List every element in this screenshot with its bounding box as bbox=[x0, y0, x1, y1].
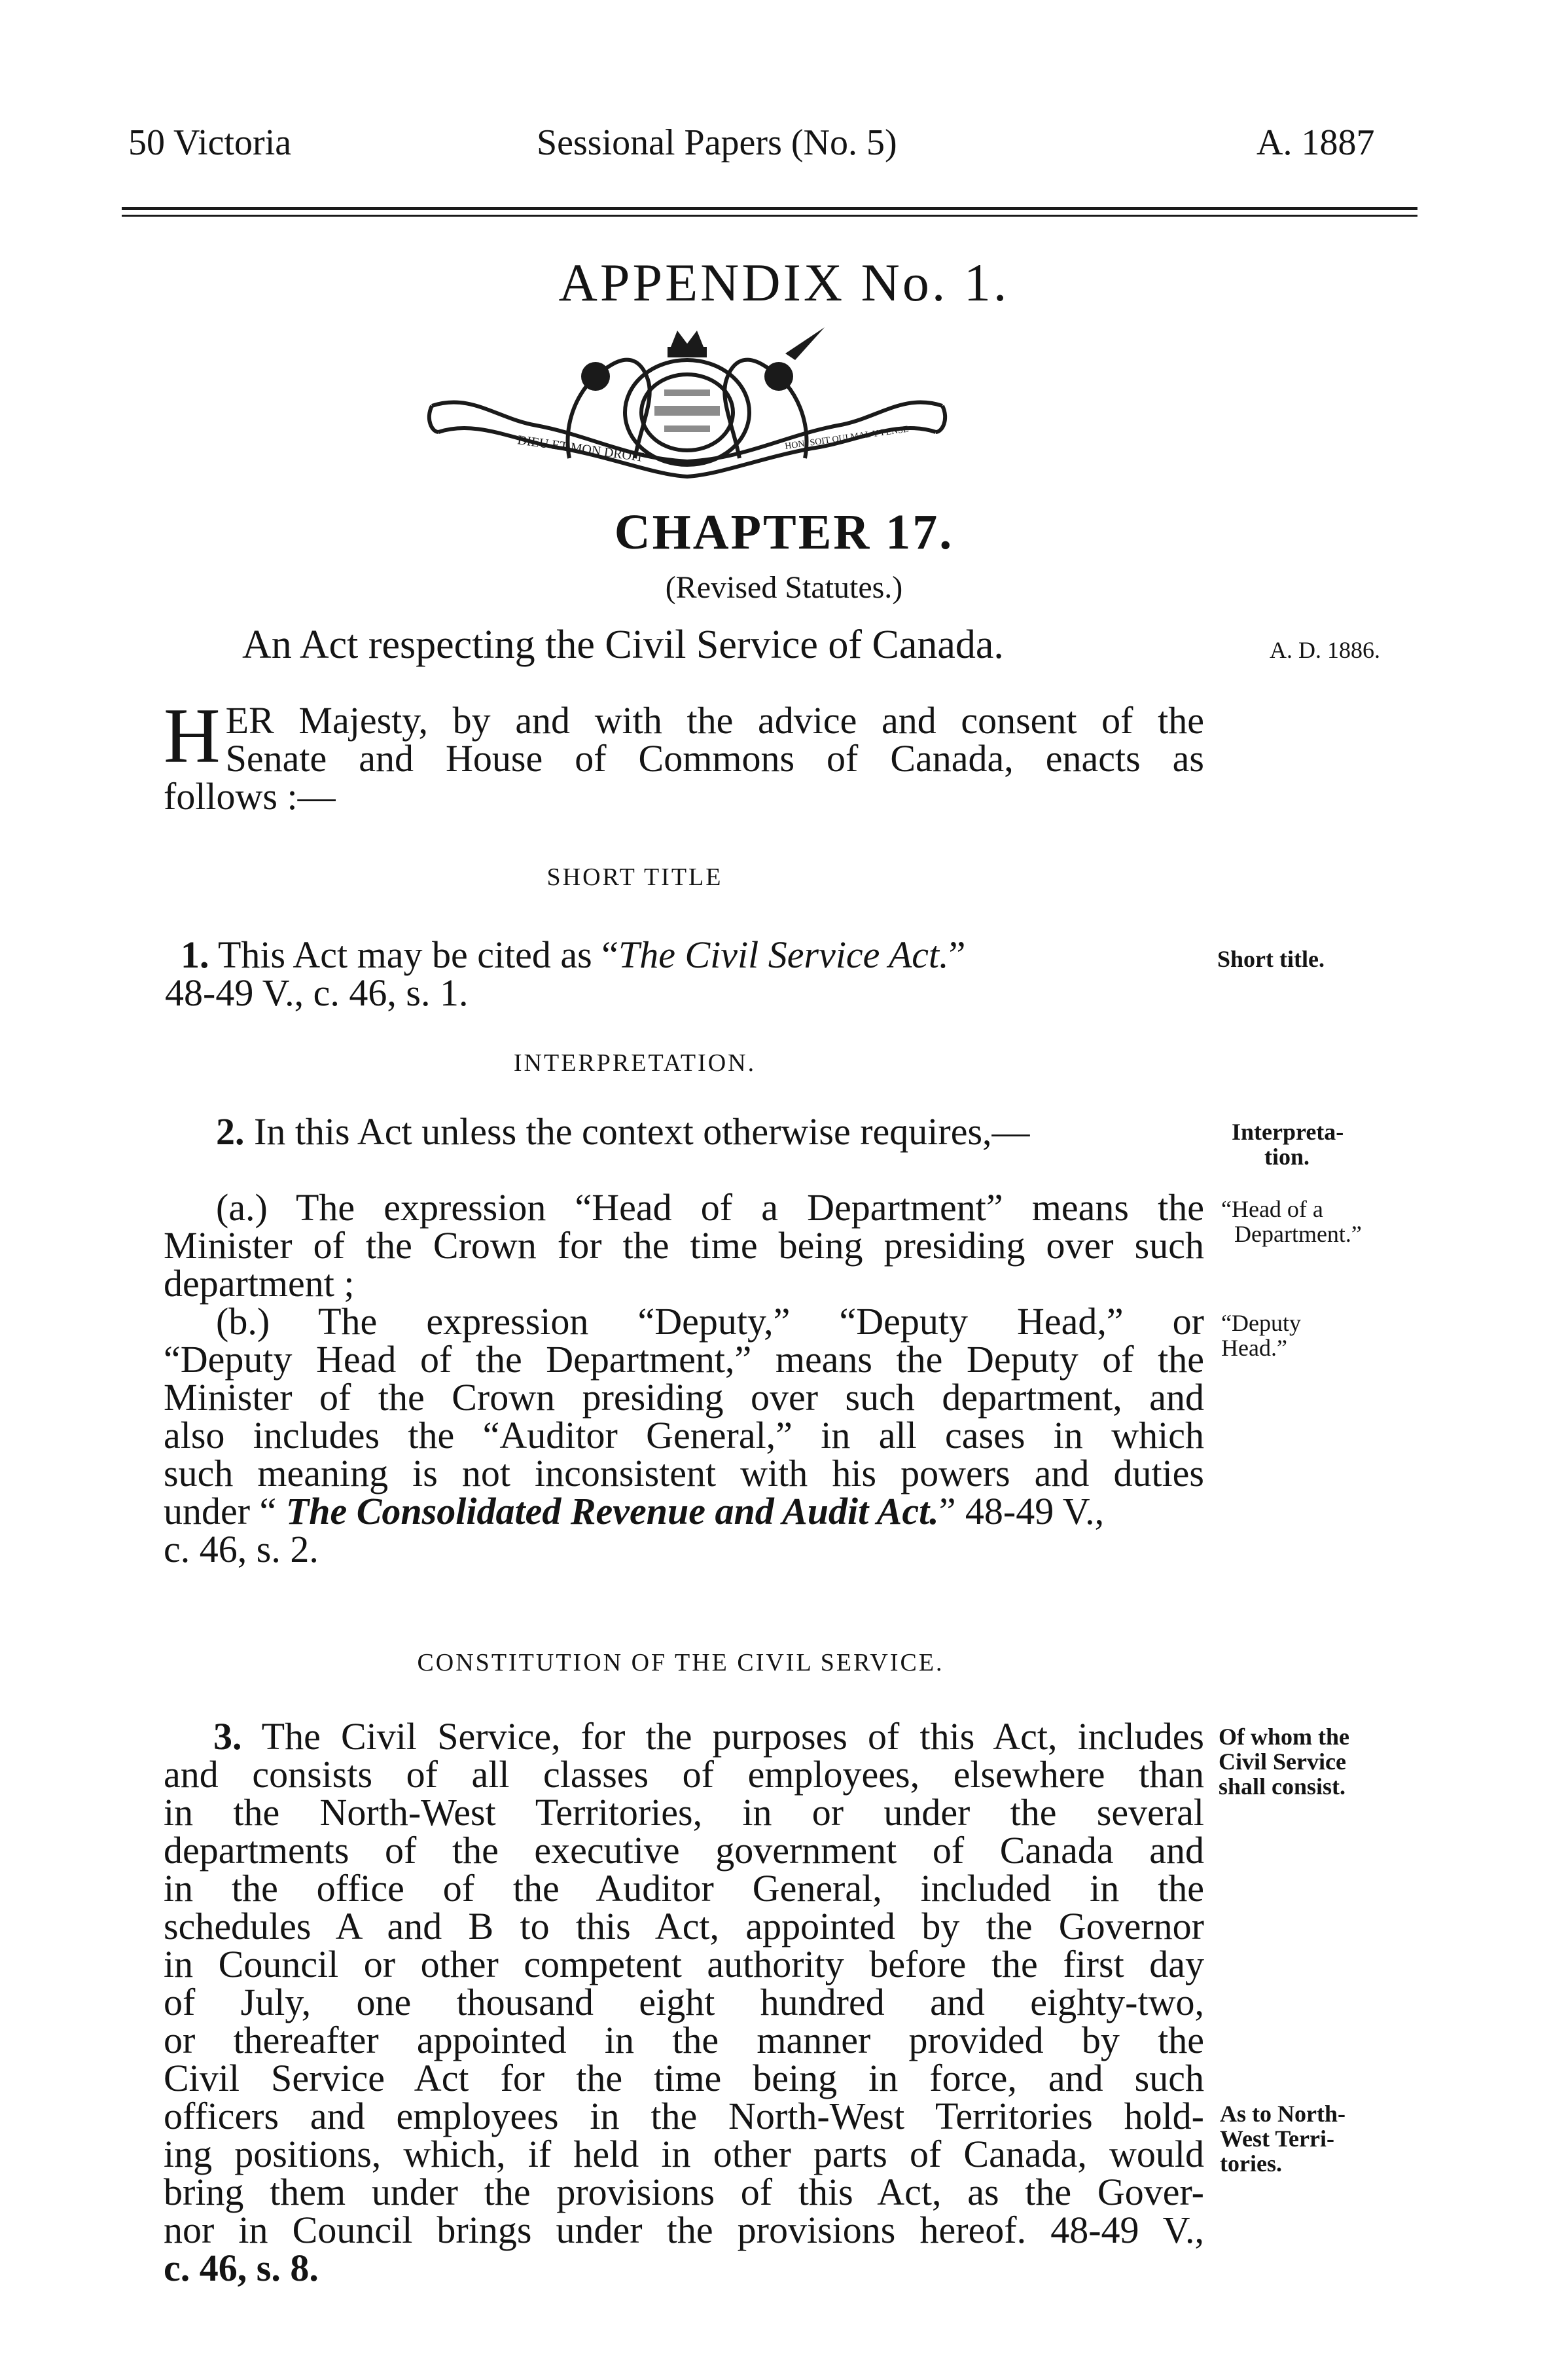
constitution-heading: CONSTITUTION OF THE CIVIL SERVICE. bbox=[417, 1649, 944, 1676]
margin-of-whom: Of whom the Civil Service shall consist. bbox=[1219, 1724, 1349, 1800]
header-rule-top bbox=[122, 207, 1417, 210]
section-3-line-1: 3. The Civil Service, for the purposes of this Act, includes bbox=[213, 1715, 1205, 1758]
margin-deputy-head: “Deputy Head.” bbox=[1221, 1310, 1301, 1361]
enacting-line-3: follows :— bbox=[164, 775, 336, 818]
section-1 bbox=[165, 933, 1192, 1014]
section-3-line-10: Civil Service Act for the time being in force, and such bbox=[164, 2057, 1204, 2099]
section-2-b-line-6-post: ” 48-49 V., bbox=[938, 1490, 1105, 1532]
section-3-line-6: schedules A and B to this Act, appointed by the Governor bbox=[164, 1905, 1204, 1947]
chapter-revised: (Revised Statutes.) bbox=[665, 570, 903, 605]
coat-of-arms-illustration bbox=[419, 327, 955, 498]
interpretation-heading: INTERPRETATION. bbox=[513, 1049, 757, 1077]
enacting-clause bbox=[164, 692, 1204, 818]
header-left: 50 Victoria bbox=[128, 122, 292, 163]
section-3 bbox=[164, 1715, 1205, 2289]
section-2-b-line-4: also includes the “Auditor General,” in all cases in which bbox=[164, 1414, 1204, 1457]
chapter-title: CHAPTER 17. bbox=[614, 505, 954, 560]
dropcap: H bbox=[164, 692, 221, 779]
margin-interpretation: Interpreta- tion. bbox=[1232, 1119, 1344, 1170]
header-rule-bottom bbox=[122, 215, 1417, 217]
section-2-b-line-6-pre: under “ bbox=[164, 1490, 286, 1532]
chapter-year: A. D. 1886. bbox=[1270, 637, 1380, 663]
coat-of-arms bbox=[419, 327, 955, 498]
section-1-text-pre: This Act may be cited as “ bbox=[217, 933, 618, 976]
motto-right: HONI SOIT QUI MAL Y PENSE bbox=[784, 424, 910, 452]
section-3-line-2: and consists of all classes of employees, elsewhere than bbox=[164, 1753, 1204, 1796]
section-2-text: In this Act unless the context otherwise requires,— bbox=[254, 1110, 1030, 1153]
section-3-line-5: in the office of the Auditor General, included in the bbox=[164, 1867, 1204, 1909]
section-3-line-3: in the North-West Territories, in or under the several bbox=[164, 1791, 1204, 1834]
section-3-line-9: or thereafter appointed in the manner provided by the bbox=[164, 2019, 1204, 2061]
section-2-b-line-3: Minister of the Crown presiding over such department, and bbox=[164, 1376, 1204, 1419]
section-3-citation: c. 46, s. 8. bbox=[164, 2247, 319, 2289]
section-1-text-post: ” bbox=[948, 933, 966, 976]
header-right: A. 1887 bbox=[1256, 122, 1375, 163]
section-2-number: 2. bbox=[216, 1110, 245, 1153]
section-3-line-13: bring them under the provisions of this Act, as the Gover- bbox=[164, 2171, 1204, 2213]
section-1-number: 1. bbox=[181, 933, 209, 976]
section-2-b-line-5: such meaning is not inconsistent with his powers and duties bbox=[164, 1452, 1204, 1494]
section-3-line-12: ing positions, which, if held in other parts of Canada, would bbox=[164, 2133, 1204, 2175]
header-center: Sessional Papers (No. 5) bbox=[537, 122, 897, 163]
short-title-heading: SHORT TITLE bbox=[546, 863, 723, 891]
section-2-a-line-1: (a.) The expression “Head of a Department” means the bbox=[216, 1186, 1204, 1229]
section-2-line bbox=[216, 1110, 1030, 1153]
margin-head-of-department: “Head of a Department.” bbox=[1221, 1196, 1362, 1247]
section-2-b bbox=[164, 1300, 1204, 1570]
section-1-act-name: The Civil Service Act. bbox=[618, 933, 949, 976]
enacting-line-2: Senate and House of Commons of Canada, enacts as bbox=[225, 737, 1204, 780]
motto-left: DIEU ET MON DROIT bbox=[516, 433, 645, 465]
section-3-line-11: officers and employees in the North-West Territories hold- bbox=[164, 2095, 1204, 2137]
section-2-b-line-2: “Deputy Head of the Department,” means the Deputy of the bbox=[164, 1338, 1204, 1381]
enacting-line-1: ER Majesty, by and with the advice and consent of the bbox=[225, 699, 1204, 742]
section-1-citation: 48-49 V., c. 46, s. 1. bbox=[165, 971, 469, 1014]
section-2-a-line-2: Minister of the Crown for the time being presiding over such bbox=[164, 1224, 1204, 1267]
appendix-title: APPENDIX No. 1. bbox=[558, 253, 1010, 312]
margin-short-title: Short title. bbox=[1217, 946, 1325, 972]
section-3-line-4: departments of the executive government of Canada and bbox=[164, 1829, 1204, 1872]
chapter-subtitle: An Act respecting the Civil Service of Canada. bbox=[242, 623, 1004, 667]
section-2-b-act-name: The Consolidated Revenue and Audit Act. bbox=[285, 1490, 939, 1532]
section-3-line-8: of July, one thousand eight hundred and eighty-two, bbox=[164, 1981, 1204, 2023]
section-2-a bbox=[164, 1186, 1204, 1305]
section-3-number: 3. bbox=[213, 1715, 242, 1758]
section-2-b-line-7: c. 46, s. 2. bbox=[164, 1528, 319, 1570]
section-2-b-line-1: (b.) The expression “Deputy,” “Deputy Head,” or bbox=[216, 1300, 1204, 1343]
section-3-line-7: in Council or other competent authority before the first day bbox=[164, 1943, 1204, 1985]
section-2-a-line-3: department ; bbox=[164, 1262, 355, 1305]
section-3-line-14: nor in Council brings under the provisions hereof. 48-49 V., bbox=[164, 2209, 1204, 2251]
margin-north-west: As to North- West Terri- tories. bbox=[1220, 2101, 1345, 2177]
